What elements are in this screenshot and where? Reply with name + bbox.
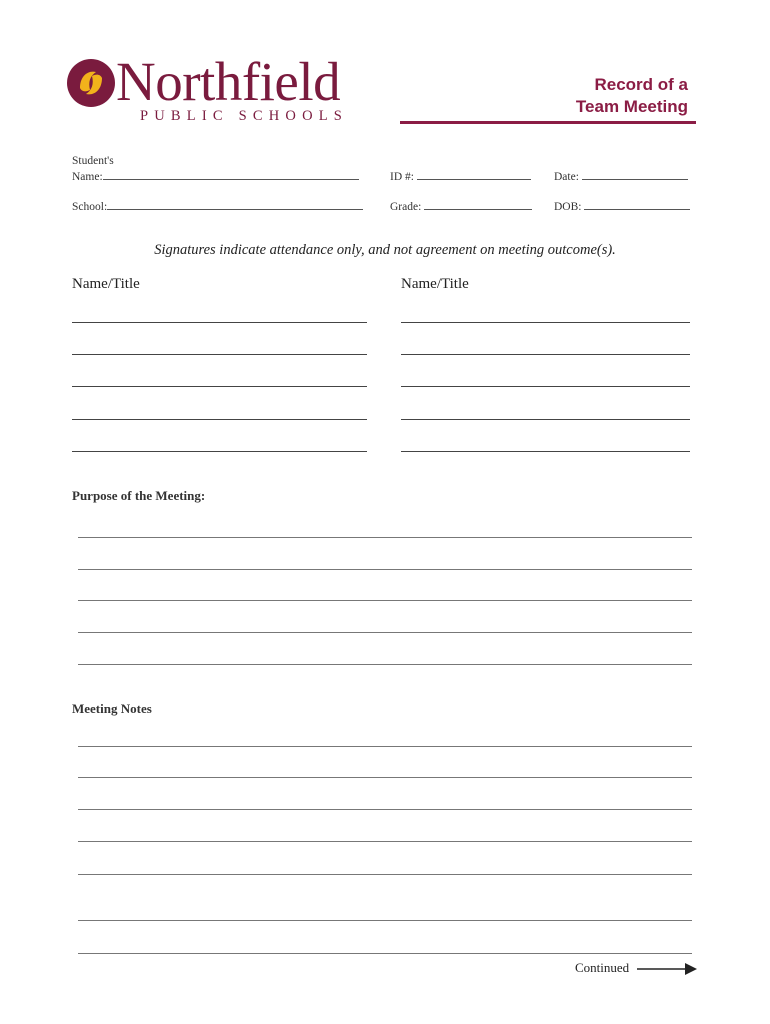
school-field[interactable] <box>72 199 363 214</box>
attendance-notice: Signatures indicate attendance only, and not agreement on meeting outcome(s). <box>154 242 616 258</box>
brand-subtitle: PUBLIC SCHOOLS <box>140 108 349 124</box>
purpose-line[interactable] <box>78 600 692 601</box>
signature-line[interactable] <box>401 419 690 420</box>
notes-line[interactable] <box>78 746 692 747</box>
id-blank[interactable] <box>417 169 531 180</box>
purpose-line[interactable] <box>78 537 692 538</box>
signature-line[interactable] <box>72 354 367 355</box>
brand-name: Northfield <box>116 51 341 112</box>
student-name-label: Name: <box>72 171 103 183</box>
id-label: ID #: <box>390 171 414 183</box>
name-title-header-left: Name/Title <box>72 276 140 292</box>
notes-line[interactable] <box>78 920 692 921</box>
document-title <box>576 74 688 118</box>
continued-label: Continued <box>575 960 630 975</box>
name-title-header-right: Name/Title <box>401 276 469 292</box>
notes-line[interactable] <box>78 874 692 875</box>
notes-line[interactable] <box>78 777 692 778</box>
dob-field[interactable] <box>554 199 690 214</box>
signature-line[interactable] <box>72 322 367 323</box>
signature-line[interactable] <box>72 386 367 387</box>
student-name-label-1: Student's <box>72 155 114 167</box>
school-label: School: <box>72 201 108 213</box>
date-label: Date: <box>554 171 579 183</box>
school-blank[interactable] <box>107 199 363 210</box>
date-blank[interactable] <box>582 169 688 180</box>
notes-line[interactable] <box>78 953 692 954</box>
dob-label: DOB: <box>554 201 582 213</box>
grade-label: Grade: <box>390 201 422 213</box>
signature-line[interactable] <box>72 451 367 452</box>
arrow-right-icon <box>637 962 697 976</box>
dob-blank[interactable] <box>584 199 690 210</box>
purpose-line[interactable] <box>78 632 692 633</box>
notes-line[interactable] <box>78 841 692 842</box>
northfield-logo-icon <box>66 58 116 108</box>
purpose-heading: Purpose of the Meeting: <box>72 488 206 503</box>
student-name-blank[interactable] <box>103 169 359 180</box>
purpose-line[interactable] <box>78 664 692 665</box>
grade-field[interactable] <box>390 199 532 214</box>
title-line-1: Record of a <box>594 75 688 94</box>
title-line-2: Team Meeting <box>575 97 688 116</box>
purpose-line[interactable] <box>78 569 692 570</box>
notes-line[interactable] <box>78 809 692 810</box>
signature-line[interactable] <box>401 322 690 323</box>
id-field[interactable] <box>390 169 531 184</box>
student-name-field[interactable] <box>72 169 359 184</box>
title-rule <box>400 121 696 124</box>
signature-line[interactable] <box>401 386 690 387</box>
signature-line[interactable] <box>401 354 690 355</box>
signature-line[interactable] <box>72 419 367 420</box>
date-field[interactable] <box>554 169 688 184</box>
meeting-notes-heading: Meeting Notes <box>72 701 152 716</box>
grade-blank[interactable] <box>424 199 532 210</box>
signature-line[interactable] <box>401 451 690 452</box>
